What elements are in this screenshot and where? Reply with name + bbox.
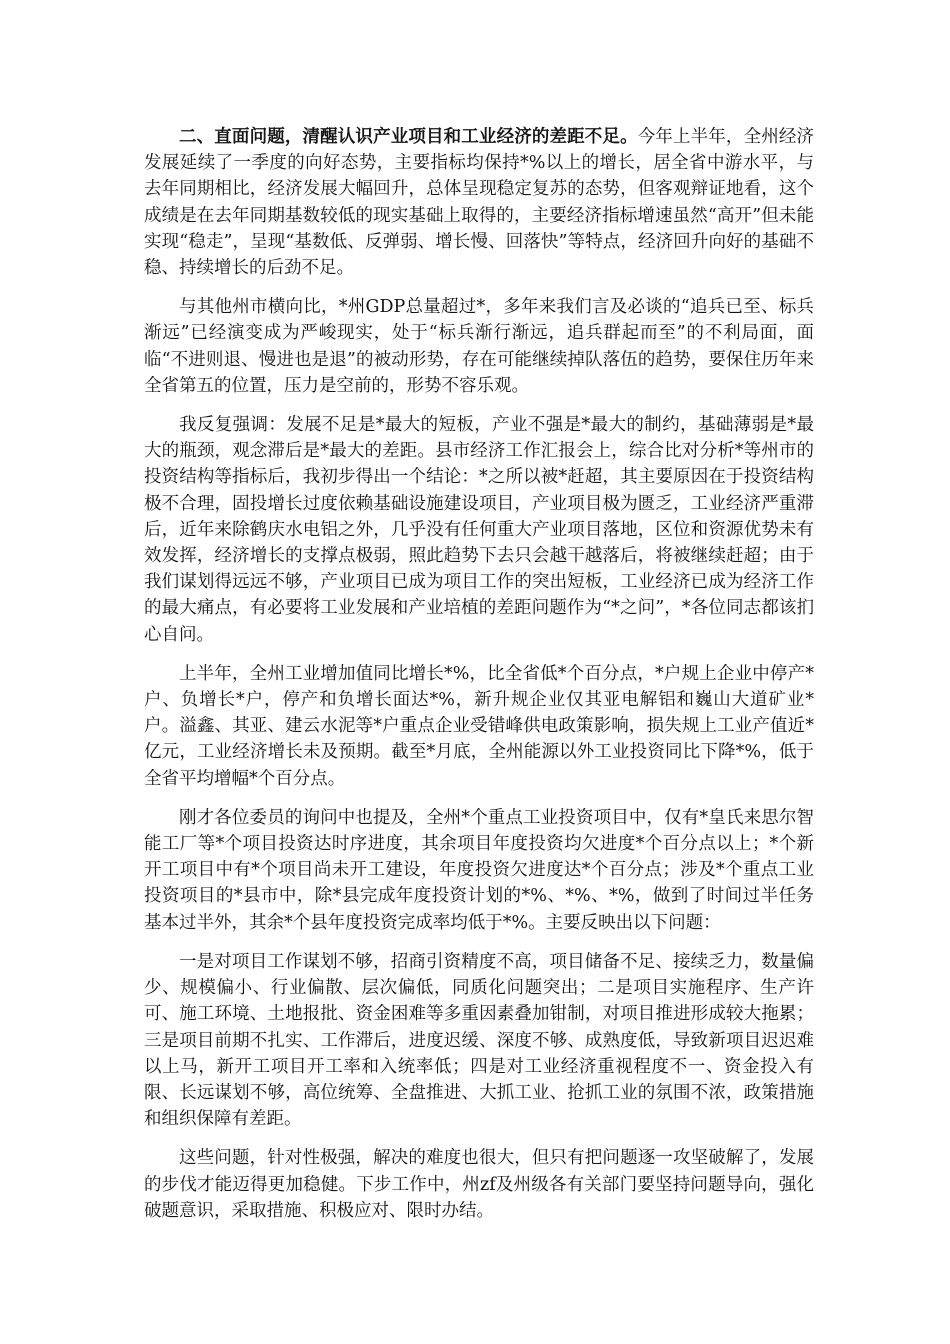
paragraph-4: 上半年，全州工业增加值同比增长*%，比全省低*个百分点，*户规上企业中停产*户、负增长*户，停产和负增长面达*%，新升规企业仅其亚电解铝和巍山大道矿业*户。溢鑫、其亚、建云水泥等*户重点企业受错峰供电政策影响，损失规上工业产值近*亿元，工业经济增长未及预期。截至*月底，全州能源以外工业投资同比下降*%，低于全省平均增幅*个百分点。 [144,663,814,789]
paragraph-5: 刚才各位委员的询问中也提及，全州*个重点工业投资项目中，仅有*皇氏来思尔智能工厂等*个项目投资达时序进度，其余项目年度投资均欠进度*个百分点以上；*个新开工项目中有*个项目尚未开工建设，年度投资欠进度达*个百分点；涉及*个重点工业投资项目的*县市中，除*县完成年度投资计划的*%、*%、*%，做到了时间过半任务基本过半外，其余*个县年度投资完成率均低于*%。主要反映出以下问题： [144,807,814,933]
paragraph-1 [144,124,814,281]
document-body [144,124,814,1237]
paragraph-2: 与其他州市横向比，*州GDP总量超过*，多年来我们言及必谈的“追兵已至、标兵渐远”已经演变成为严峻现实，处于“标兵渐行渐远，追兵群起而至”的不利局面，面临“不进则退、慢进也是退”的被动形势，存在可能继续掉队落伍的趋势，要保住历年来全省第五的位置，压力是空前的，形势不容乐观。 [144,297,814,396]
paragraph-1-text: 今年上半年，全州经济发展延续了一季度的向好态势，主要指标均保持*%以上的增长，居全省中游水平，与去年同期相比，经济发展大幅回升，总体呈现稳定复苏的态势，但客观辩证地看，这个成绩是在去年同期基数较低的现实基础上取得的，主要经济指标增速虽然“高开”但未能实现“稳走”，呈现“基数低、反弹弱、增长慢、回落快”等特点，经济回升向好的基础不稳、持续增长的后劲不足。 [144,127,815,279]
paragraph-6: 一是对项目工作谋划不够，招商引资精度不高，项目储备不足、接续乏力，数量偏少、规模偏小、行业偏散、层次偏低，同质化问题突出；二是项目实施程序、生产许可、施工环境、土地报批、资金困难等多重因素叠加钳制，对项目推进形成较大拖累；三是项目前期不扎实、工作滞后，进度迟缓、深度不够、成熟度低，导致新项目迟迟难以上马，新开工项目开工率和入统率低；四是对工业经济重视程度不一、资金投入有限、长远谋划不够，高位统筹、全盘推进、大抓工业、抢抓工业的氛围不浓，政策措施和组织保障有差距。 [144,951,814,1130]
section-heading: 二、直面问题，清醒认识产业项目和工业经济的差距不足。 [179,127,638,147]
paragraph-3: 我反复强调：发展不足是*最大的短板，产业不强是*最大的制约，基础薄弱是*最大的瓶颈，观念滞后是*最大的差距。县市经济工作汇报会上，综合比对分析*等州市的投资结构等指标后，我初步得出一个结论：*之所以被*赶超，其主要原因在于投资结构极不合理，固投增长过度依赖基础设施建设项目，产业项目极为匮乏，工业经济严重滞后，近年来除鹤庆水电铝之外，几乎没有任何重大产业项目落地，区位和资源优势未有效发挥，经济增长的支撑点极弱，照此趋势下去只会越干越落后，将被继续赶超；由于我们谋划得远远不够，产业项目已成为项目工作的突出短板，工业经济已成为经济工作的最大痛点，有必要将工业发展和产业培植的差距问题作为“*之问”，*各位同志都该扪心自问。 [144,415,814,645]
paragraph-7: 这些问题，针对性极强，解决的难度也很大，但只有把问题逐一攻坚破解了，发展的步伐才能迈得更加稳健。下步工作中，州zf及州级各有关部门要坚持问题导向，强化破题意识，采取措施、积极应对、限时办结。 [144,1148,814,1221]
